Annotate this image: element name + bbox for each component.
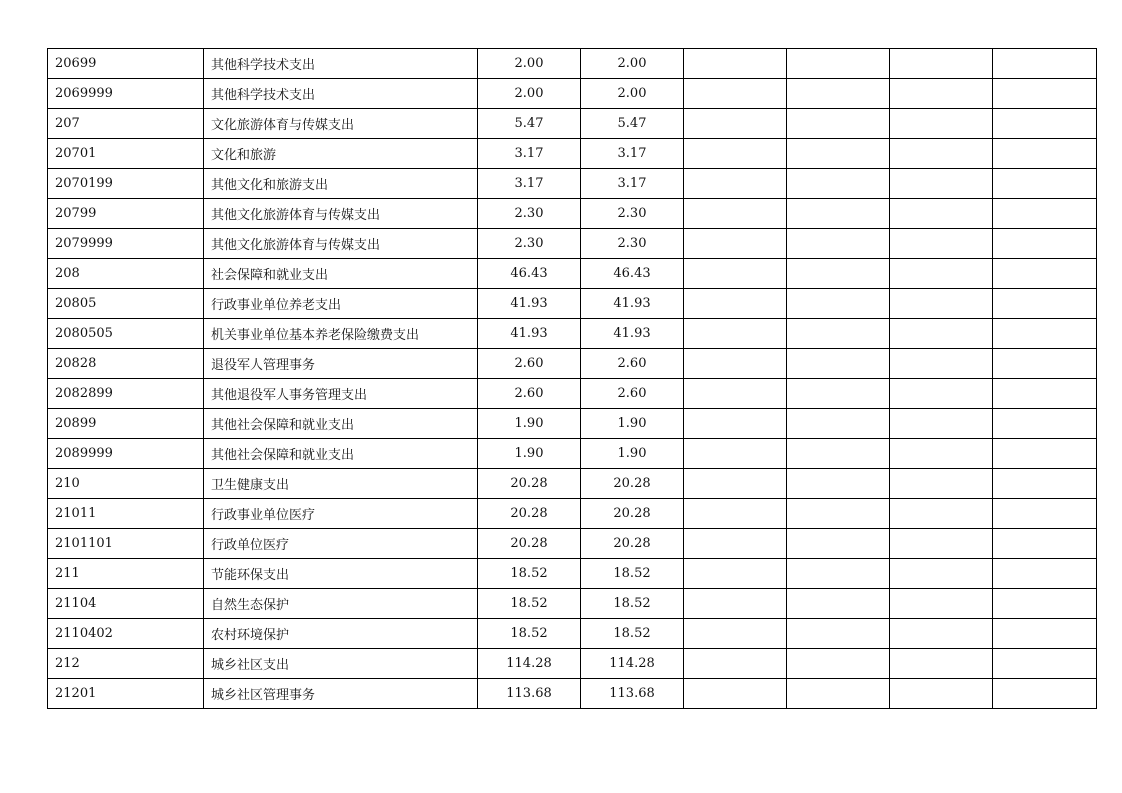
basic-cell: 2.00 <box>581 79 684 109</box>
empty-cell <box>993 259 1097 289</box>
name-cell: 卫生健康支出 <box>204 469 478 499</box>
total-cell: 18.52 <box>478 589 581 619</box>
empty-cell <box>993 619 1097 649</box>
total-cell: 3.17 <box>478 169 581 199</box>
empty-cell <box>993 409 1097 439</box>
empty-cell <box>890 469 993 499</box>
empty-cell <box>993 589 1097 619</box>
basic-cell: 5.47 <box>581 109 684 139</box>
code-cell: 2070199 <box>48 169 204 199</box>
name-cell: 社会保障和就业支出 <box>204 259 478 289</box>
total-cell: 41.93 <box>478 289 581 319</box>
table-row <box>48 619 1097 649</box>
empty-cell <box>684 199 787 229</box>
name-cell: 其他文化旅游体育与传媒支出 <box>204 229 478 259</box>
empty-cell <box>890 289 993 319</box>
empty-cell <box>684 379 787 409</box>
empty-cell <box>890 139 993 169</box>
table-row <box>48 469 1097 499</box>
empty-cell <box>787 319 890 349</box>
code-cell: 2110402 <box>48 619 204 649</box>
total-cell: 2.30 <box>478 199 581 229</box>
code-cell: 21201 <box>48 679 204 709</box>
total-cell: 2.60 <box>478 349 581 379</box>
empty-cell <box>890 499 993 529</box>
basic-cell: 41.93 <box>581 319 684 349</box>
empty-cell <box>787 49 890 79</box>
basic-cell: 20.28 <box>581 529 684 559</box>
code-cell: 20701 <box>48 139 204 169</box>
empty-cell <box>993 469 1097 499</box>
code-cell: 2101101 <box>48 529 204 559</box>
empty-cell <box>684 529 787 559</box>
code-cell: 20828 <box>48 349 204 379</box>
basic-cell: 20.28 <box>581 469 684 499</box>
empty-cell <box>787 199 890 229</box>
code-cell: 212 <box>48 649 204 679</box>
total-cell: 2.60 <box>478 379 581 409</box>
total-cell: 18.52 <box>478 619 581 649</box>
empty-cell <box>684 469 787 499</box>
empty-cell <box>890 199 993 229</box>
code-cell: 2089999 <box>48 439 204 469</box>
empty-cell <box>993 229 1097 259</box>
name-cell: 其他社会保障和就业支出 <box>204 409 478 439</box>
table-row <box>48 439 1097 469</box>
code-cell: 2069999 <box>48 79 204 109</box>
empty-cell <box>684 49 787 79</box>
empty-cell <box>684 79 787 109</box>
basic-cell: 3.17 <box>581 139 684 169</box>
empty-cell <box>787 259 890 289</box>
basic-cell: 1.90 <box>581 409 684 439</box>
name-cell: 文化旅游体育与传媒支出 <box>204 109 478 139</box>
name-cell: 自然生态保护 <box>204 589 478 619</box>
empty-cell <box>993 649 1097 679</box>
empty-cell <box>787 559 890 589</box>
table-row <box>48 349 1097 379</box>
budget-table <box>47 48 1097 709</box>
table-row <box>48 49 1097 79</box>
table-row <box>48 379 1097 409</box>
total-cell: 20.28 <box>478 529 581 559</box>
empty-cell <box>684 259 787 289</box>
empty-cell <box>993 199 1097 229</box>
empty-cell <box>684 439 787 469</box>
empty-cell <box>684 229 787 259</box>
code-cell: 20899 <box>48 409 204 439</box>
total-cell: 113.68 <box>478 679 581 709</box>
name-cell: 城乡社区支出 <box>204 649 478 679</box>
empty-cell <box>787 109 890 139</box>
empty-cell <box>890 229 993 259</box>
empty-cell <box>684 169 787 199</box>
total-cell: 46.43 <box>478 259 581 289</box>
code-cell: 20799 <box>48 199 204 229</box>
name-cell: 退役军人管理事务 <box>204 349 478 379</box>
basic-cell: 3.17 <box>581 169 684 199</box>
code-cell: 211 <box>48 559 204 589</box>
empty-cell <box>787 229 890 259</box>
name-cell: 城乡社区管理事务 <box>204 679 478 709</box>
basic-cell: 2.00 <box>581 49 684 79</box>
empty-cell <box>890 109 993 139</box>
empty-cell <box>684 679 787 709</box>
empty-cell <box>993 49 1097 79</box>
total-cell: 3.17 <box>478 139 581 169</box>
empty-cell <box>787 679 890 709</box>
table-row <box>48 259 1097 289</box>
total-cell: 20.28 <box>478 499 581 529</box>
empty-cell <box>890 259 993 289</box>
empty-cell <box>684 559 787 589</box>
table-row <box>48 649 1097 679</box>
total-cell: 5.47 <box>478 109 581 139</box>
empty-cell <box>787 529 890 559</box>
empty-cell <box>890 409 993 439</box>
total-cell: 2.00 <box>478 49 581 79</box>
empty-cell <box>890 319 993 349</box>
total-cell: 41.93 <box>478 319 581 349</box>
total-cell: 1.90 <box>478 439 581 469</box>
basic-cell: 2.30 <box>581 229 684 259</box>
table-row <box>48 589 1097 619</box>
code-cell: 21104 <box>48 589 204 619</box>
table-row <box>48 169 1097 199</box>
basic-cell: 18.52 <box>581 559 684 589</box>
table-row <box>48 559 1097 589</box>
table-row <box>48 229 1097 259</box>
empty-cell <box>684 139 787 169</box>
table-row <box>48 109 1097 139</box>
name-cell: 节能环保支出 <box>204 559 478 589</box>
code-cell: 2082899 <box>48 379 204 409</box>
empty-cell <box>787 139 890 169</box>
empty-cell <box>993 349 1097 379</box>
empty-cell <box>890 589 993 619</box>
empty-cell <box>993 499 1097 529</box>
empty-cell <box>993 559 1097 589</box>
code-cell: 2079999 <box>48 229 204 259</box>
basic-cell: 18.52 <box>581 619 684 649</box>
total-cell: 18.52 <box>478 559 581 589</box>
basic-cell: 46.43 <box>581 259 684 289</box>
empty-cell <box>890 49 993 79</box>
empty-cell <box>890 619 993 649</box>
name-cell: 行政事业单位医疗 <box>204 499 478 529</box>
basic-cell: 114.28 <box>581 649 684 679</box>
empty-cell <box>787 469 890 499</box>
empty-cell <box>684 289 787 319</box>
empty-cell <box>787 409 890 439</box>
basic-cell: 1.90 <box>581 439 684 469</box>
empty-cell <box>993 439 1097 469</box>
basic-cell: 113.68 <box>581 679 684 709</box>
empty-cell <box>993 139 1097 169</box>
empty-cell <box>684 349 787 379</box>
empty-cell <box>890 379 993 409</box>
name-cell: 农村环境保护 <box>204 619 478 649</box>
empty-cell <box>890 79 993 109</box>
table-row <box>48 499 1097 529</box>
name-cell: 文化和旅游 <box>204 139 478 169</box>
name-cell: 其他科学技术支出 <box>204 49 478 79</box>
name-cell: 其他科学技术支出 <box>204 79 478 109</box>
code-cell: 21011 <box>48 499 204 529</box>
code-cell: 208 <box>48 259 204 289</box>
basic-cell: 18.52 <box>581 589 684 619</box>
table-body <box>48 49 1097 709</box>
empty-cell <box>890 439 993 469</box>
basic-cell: 20.28 <box>581 499 684 529</box>
table-row <box>48 529 1097 559</box>
name-cell: 其他退役军人事务管理支出 <box>204 379 478 409</box>
table-row <box>48 679 1097 709</box>
empty-cell <box>890 529 993 559</box>
empty-cell <box>993 379 1097 409</box>
empty-cell <box>787 289 890 319</box>
total-cell: 2.30 <box>478 229 581 259</box>
empty-cell <box>684 109 787 139</box>
empty-cell <box>684 319 787 349</box>
empty-cell <box>684 409 787 439</box>
table-row <box>48 319 1097 349</box>
name-cell: 行政事业单位养老支出 <box>204 289 478 319</box>
empty-cell <box>890 559 993 589</box>
empty-cell <box>890 649 993 679</box>
empty-cell <box>684 649 787 679</box>
code-cell: 2080505 <box>48 319 204 349</box>
empty-cell <box>993 169 1097 199</box>
empty-cell <box>993 289 1097 319</box>
empty-cell <box>993 529 1097 559</box>
table-row <box>48 79 1097 109</box>
empty-cell <box>890 349 993 379</box>
table-row <box>48 409 1097 439</box>
empty-cell <box>684 499 787 529</box>
basic-cell: 2.60 <box>581 379 684 409</box>
table-row <box>48 199 1097 229</box>
name-cell: 其他文化旅游体育与传媒支出 <box>204 199 478 229</box>
empty-cell <box>890 679 993 709</box>
total-cell: 2.00 <box>478 79 581 109</box>
empty-cell <box>787 589 890 619</box>
name-cell: 行政单位医疗 <box>204 529 478 559</box>
name-cell: 其他社会保障和就业支出 <box>204 439 478 469</box>
empty-cell <box>684 589 787 619</box>
table-row <box>48 289 1097 319</box>
empty-cell <box>993 319 1097 349</box>
total-cell: 20.28 <box>478 469 581 499</box>
empty-cell <box>787 379 890 409</box>
basic-cell: 41.93 <box>581 289 684 319</box>
code-cell: 210 <box>48 469 204 499</box>
total-cell: 1.90 <box>478 409 581 439</box>
name-cell: 机关事业单位基本养老保险缴费支出 <box>204 319 478 349</box>
empty-cell <box>787 619 890 649</box>
empty-cell <box>787 79 890 109</box>
empty-cell <box>787 349 890 379</box>
empty-cell <box>890 169 993 199</box>
basic-cell: 2.30 <box>581 199 684 229</box>
name-cell: 其他文化和旅游支出 <box>204 169 478 199</box>
code-cell: 207 <box>48 109 204 139</box>
empty-cell <box>787 439 890 469</box>
empty-cell <box>787 499 890 529</box>
empty-cell <box>684 619 787 649</box>
empty-cell <box>993 79 1097 109</box>
table-row <box>48 139 1097 169</box>
basic-cell: 2.60 <box>581 349 684 379</box>
empty-cell <box>993 109 1097 139</box>
code-cell: 20699 <box>48 49 204 79</box>
code-cell: 20805 <box>48 289 204 319</box>
empty-cell <box>787 649 890 679</box>
total-cell: 114.28 <box>478 649 581 679</box>
empty-cell <box>787 169 890 199</box>
empty-cell <box>993 679 1097 709</box>
